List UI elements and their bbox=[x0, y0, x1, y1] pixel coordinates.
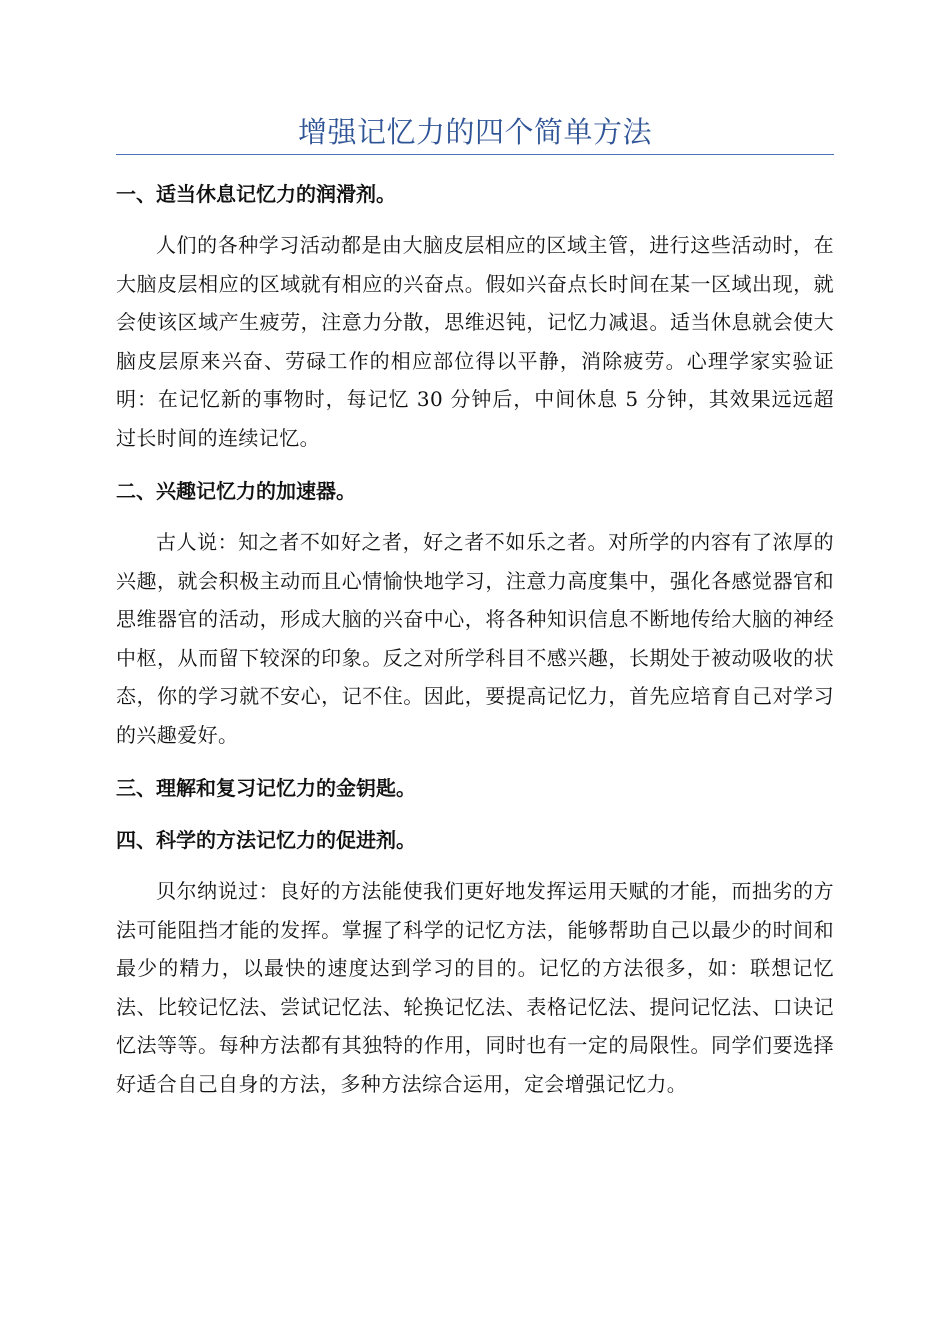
section-2-heading: 二、兴趣记忆力的加速器。 bbox=[116, 479, 356, 503]
section-1-heading: 一、适当休息记忆力的润滑剂。 bbox=[116, 182, 396, 206]
section-4-paragraph: 贝尔纳说过：良好的方法能使我们更好地发挥运用天赋的才能，而拙劣的方法可能阻挡才能的发挥。掌握了科学的记忆方法，能够帮助自己以最少的时间和最少的精力，以最快的速度达到学习的目的。记忆的方法很多，如：联想记忆法、比较记忆法、尝试记忆法、轮换记忆法、表格记忆法、提问记忆法、口诀记忆法等等。每种方法都有其独特的作用，同时也有一定的局限性。同学们要选择好适合自己自身的方法，多种方法综合运用，定会增强记忆力。 bbox=[116, 879, 834, 1096]
section-4-heading: 四、科学的方法记忆力的促进剂。 bbox=[116, 828, 416, 852]
page-title: 增强记忆力的四个简单方法 bbox=[297, 115, 652, 149]
title-underline bbox=[116, 154, 834, 155]
document-body bbox=[116, 174, 834, 1117]
section-2-paragraph: 古人说：知之者不如好之者，好之者不如乐之者。对所学的内容有了浓厚的兴趣，就会积极主动而且心情愉快地学习，注意力高度集中，强化各感觉器官和思维器官的活动，形成大脑的兴奋中心，将各种知识信息不断地传给大脑的神经中枢，从而留下较深的印象。反之对所学科目不感兴趣，长期处于被动吸收的状态，你的学习就不安心，记不住。因此，要提高记忆力，首先应培育自己对学习的兴趣爱好。 bbox=[116, 530, 834, 747]
section-3-heading: 三、理解和复习记忆力的金钥匙。 bbox=[116, 776, 416, 800]
section-1-paragraph: 人们的各种学习活动都是由大脑皮层相应的区域主管，进行这些活动时，在大脑皮层相应的区域就有相应的兴奋点。假如兴奋点长时间在某一区域出现，就会使该区域产生疲劳，注意力分散，思维迟钝，记忆力减退。适当休息就会使大脑皮层原来兴奋、劳碌工作的相应部位得以平静，消除疲劳。心理学家实验证明：在记忆新的事物时，每记忆 30 分钟后，中间休息 5 分钟，其效果远远超过长时间的连续记忆。 bbox=[116, 233, 834, 450]
